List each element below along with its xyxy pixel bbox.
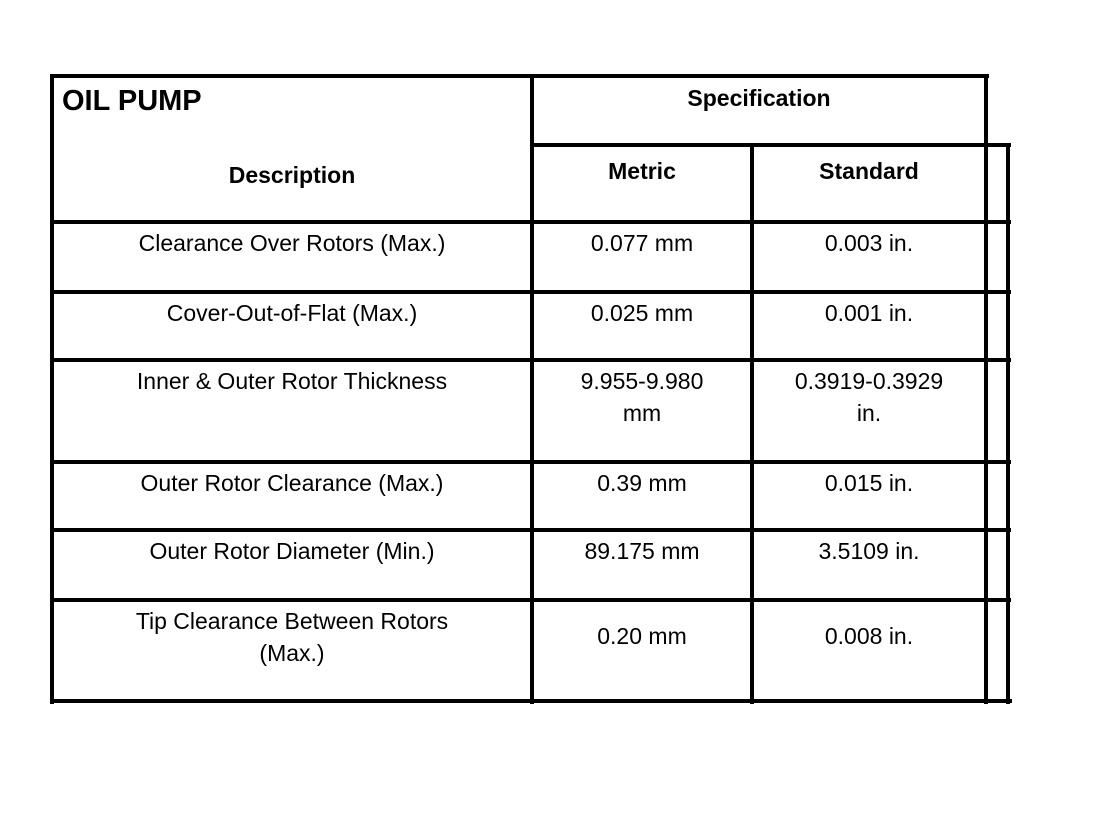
- row-divider-2: [50, 358, 1011, 362]
- row-divider-1: [50, 290, 1011, 294]
- row-5-standard: 3.5109 in.: [818, 538, 920, 564]
- row-divider-header: [50, 220, 1011, 224]
- row-divider-4: [50, 528, 1011, 532]
- row-6-standard: 0.008 in.: [824, 623, 914, 649]
- row-4-description: Outer Rotor Clearance (Max.): [140, 470, 444, 496]
- row-3-standard: 0.3919-0.3929 in.: [794, 368, 944, 426]
- row-1-metric: 0.077 mm: [590, 230, 694, 256]
- row-2-standard: 0.001 in.: [824, 300, 914, 326]
- table-border-right-outer: [1006, 144, 1010, 704]
- header-specification: Specification: [687, 85, 831, 111]
- row-4-standard: 0.015 in.: [824, 470, 914, 496]
- row-1-description: Clearance Over Rotors (Max.): [138, 230, 446, 256]
- row-3-description: Inner & Outer Rotor Thickness: [136, 368, 448, 394]
- table-title: OIL PUMP: [62, 85, 202, 117]
- row-2-metric: 0.025 mm: [590, 300, 694, 326]
- row-divider-5: [50, 598, 1011, 602]
- row-5-metric: 89.175 mm: [584, 538, 700, 564]
- row-divider-3: [50, 460, 1011, 464]
- row-6-description: Tip Clearance Between Rotors (Max.): [135, 608, 449, 666]
- row-3-metric: 9.955-9.980 mm: [580, 368, 704, 426]
- row-1-standard: 0.003 in.: [824, 230, 914, 256]
- header-description: Description: [228, 162, 356, 188]
- header-standard: Standard: [819, 158, 919, 184]
- row-5-description: Outer Rotor Diameter (Min.): [149, 538, 435, 564]
- column-divider-standard: [984, 74, 988, 704]
- header-metric: Metric: [608, 158, 676, 184]
- row-2-description: Cover-Out-of-Flat (Max.): [166, 300, 418, 326]
- row-4-metric: 0.39 mm: [597, 470, 687, 496]
- row-6-metric: 0.20 mm: [597, 623, 687, 649]
- table-border-top: [50, 74, 989, 78]
- specification-subheader-line: [530, 143, 1011, 147]
